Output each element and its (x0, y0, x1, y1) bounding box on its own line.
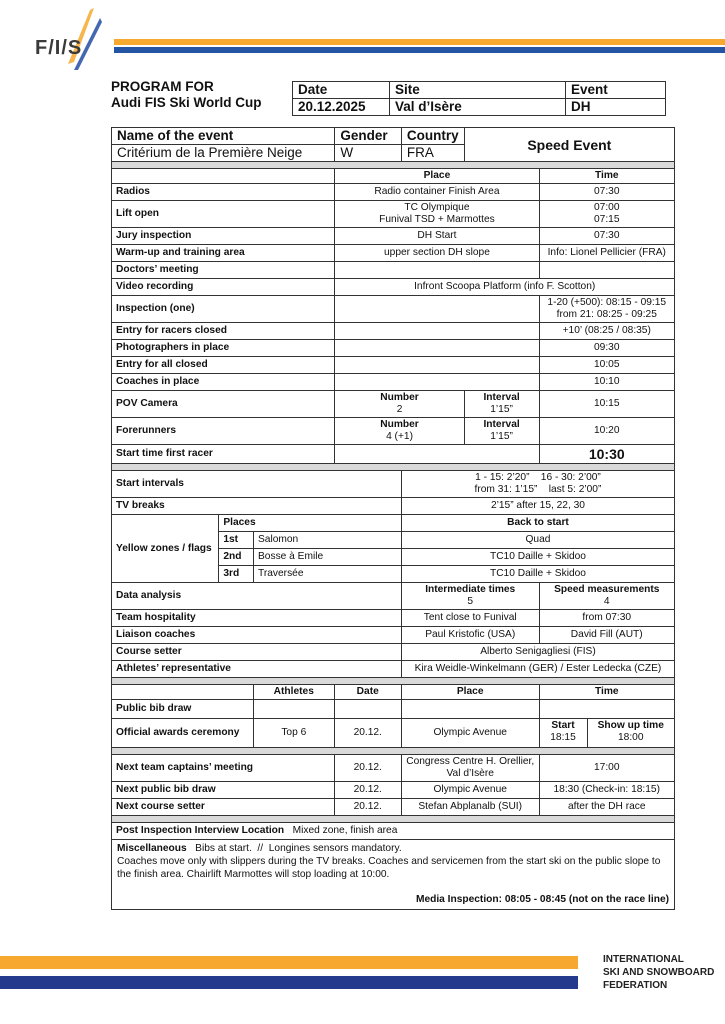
row-label-start-time: Start time first racer (112, 445, 335, 464)
event-type: Speed Event (464, 128, 674, 162)
interval-cell (464, 391, 539, 418)
time-header: Time (539, 685, 675, 700)
logo-text: F/I/S (35, 37, 83, 59)
showup-cell (588, 719, 675, 747)
start-cell (540, 719, 588, 747)
row-label-public-bib-draw: Public bib draw (112, 700, 254, 719)
misc-label: Miscellaneous (117, 843, 187, 854)
federation-line: SKI AND SNOWBOARD (603, 967, 715, 978)
row-label-forerunners: Forerunners (112, 418, 335, 445)
course-setter-value: Alberto Senigagliesi (FIS) (401, 644, 674, 661)
next-date: 20.12. (334, 799, 401, 816)
event-value: DH (566, 99, 666, 116)
gender-label: Gender (335, 128, 402, 145)
place-cell: upper section DH slope (335, 245, 539, 262)
time-header: Time (539, 169, 675, 184)
next-place: Stefan Abplanalb (SUI) (401, 799, 539, 816)
intermediate-value: 5 (467, 596, 474, 607)
row-label-doctors-meeting: Doctors’ meeting (112, 262, 335, 279)
row-label-radios: Radios (112, 184, 335, 201)
row-label-next-course-setter: Next course setter (112, 799, 335, 816)
place-cell (335, 340, 539, 357)
tv-breaks-value: 2’15” after 15, 22, 30 (401, 498, 674, 515)
place-cell: Infront Scoopa Platform (info F. Scotton) (335, 279, 675, 296)
footer-stripe-blue (0, 976, 578, 989)
gender-value: W (335, 145, 402, 162)
next-date: 20.12. (334, 755, 401, 782)
row-label-next-captains-meeting: Next team captains’ meeting (112, 755, 335, 782)
next-place: Olympic Avenue (401, 782, 539, 799)
yellow-rank: 2nd (219, 549, 254, 566)
row-label-entry-all-closed: Entry for all closed (112, 357, 335, 374)
place-cell (335, 323, 539, 340)
time-line: 1-20 (+500): 08:15 - 09:15 (547, 297, 667, 308)
row-label-inspection: Inspection (one) (112, 296, 335, 323)
hospitality-place: Tent close to Funival (401, 610, 539, 627)
place-line: Funival TSD + Marmottes (379, 214, 495, 225)
place-header: Place (401, 685, 539, 700)
speed-value: 4 (603, 596, 610, 607)
place-cell (335, 374, 539, 391)
showup-value: 18:00 (618, 732, 644, 743)
place-cell: DH Start (335, 228, 539, 245)
place-cell (335, 445, 539, 464)
row-label-pov-camera: POV Camera (112, 391, 335, 418)
time-cell (539, 296, 675, 323)
row-label-lift-open: Lift open (112, 201, 335, 228)
site-value: Val d’Isère (390, 99, 566, 116)
next-place (401, 755, 539, 782)
next-time: 18:30 (Check-in: 18:15) (539, 782, 675, 799)
interval-label: Interval (483, 392, 520, 403)
federation-line: FEDERATION (603, 980, 668, 991)
yellow-place: Salomon (254, 532, 402, 549)
time-line: 07:15 (594, 214, 620, 225)
title-line-1: PROGRAM FOR (111, 79, 214, 94)
event-name-label: Name of the event (112, 128, 335, 145)
time-cell: Info: Lionel Pellicier (FRA) (539, 245, 675, 262)
header-stripe-blue (114, 47, 725, 53)
time-cell: 10:20 (539, 418, 675, 445)
speed-cell (539, 583, 675, 610)
interval-cell (464, 418, 539, 445)
intermediate-label: Intermediate times (425, 584, 516, 595)
event-name-value: Critérium de la Première Neige (112, 145, 335, 162)
row-label-entry-racers-closed: Entry for racers closed (112, 323, 335, 340)
start-intervals-value (401, 471, 674, 498)
time-cell: +10’ (08:25 / 08:35) (539, 323, 675, 340)
yellow-place: Traversée (254, 566, 402, 583)
footer-stripe-orange (0, 956, 578, 969)
places-header: Places (219, 515, 402, 532)
program-table (111, 127, 675, 910)
row-label-liaison-coaches: Liaison coaches (112, 627, 402, 644)
intermediate-cell (401, 583, 539, 610)
start-time-value: 10:30 (539, 445, 675, 464)
place-cell (335, 262, 539, 279)
place-header: Place (335, 169, 539, 184)
place-cell (335, 201, 539, 228)
time-line: from 21: 08:25 - 09:25 (556, 309, 657, 320)
date-header: Date (334, 685, 401, 700)
row-label-video-recording: Video recording (112, 279, 335, 296)
event-label: Event (566, 82, 666, 99)
time-cell: 09:30 (539, 340, 675, 357)
row-label-awards-ceremony: Official awards ceremony (112, 719, 254, 748)
start-label: Start (551, 720, 575, 731)
yellow-rank: 1st (219, 532, 254, 549)
number-value: 2 (396, 404, 403, 415)
place-line: TC Olympique (404, 202, 470, 213)
misc-line-1: Bibs at start. // Longines sensors mandatory. (195, 843, 402, 854)
time-cell: 10:05 (539, 357, 675, 374)
date-label: Date (293, 82, 390, 99)
place-line: Congress Centre H. Orellier, (406, 756, 535, 767)
row-label-warm-up: Warm-up and training area (112, 245, 335, 262)
row-label-team-hospitality: Team hospitality (112, 610, 402, 627)
speed-label: Speed measurements (554, 584, 660, 595)
time-cell (539, 201, 675, 228)
title-line-2: Audi FIS Ski World Cup (111, 95, 262, 110)
interval-value: 1’15” (490, 404, 513, 415)
media-inspection: Media Inspection: 08:05 - 08:45 (not on the race line) (415, 894, 669, 905)
number-label: Number (380, 419, 419, 430)
next-date: 20.12. (334, 782, 401, 799)
place-line: Val d’Isère (446, 768, 494, 779)
awards-time-cell (539, 719, 675, 748)
miscellaneous-section (112, 840, 675, 910)
athletes-header: Athletes (254, 685, 335, 700)
interview-location-row (112, 823, 675, 840)
time-cell: 07:30 (539, 184, 675, 201)
row-label-tv-breaks: TV breaks (112, 498, 402, 515)
time-cell (539, 262, 675, 279)
back-to-start-header: Back to start (401, 515, 674, 532)
place-cell (335, 357, 539, 374)
interval-line: from 31: 1’15” last 5: 2’00” (474, 484, 602, 495)
awards-athletes: Top 6 (254, 719, 335, 748)
fis-logo (28, 8, 108, 68)
interval-line: 1 - 15: 2’20” 16 - 30: 2’00” (475, 472, 601, 483)
site-label: Site (390, 82, 566, 99)
start-value: 18:15 (550, 732, 576, 743)
liaison-coach-2: David Fill (AUT) (539, 627, 675, 644)
country-value: FRA (401, 145, 464, 162)
country-label: Country (401, 128, 464, 145)
yellow-back: TC10 Daille + Skidoo (401, 549, 674, 566)
interview-label: Post Inspection Interview Location (116, 825, 285, 836)
row-label-yellow-zones: Yellow zones / flags (112, 515, 219, 583)
next-time: 17:00 (539, 755, 675, 782)
row-label-data-analysis: Data analysis (112, 583, 402, 610)
interval-value: 1’15” (490, 431, 513, 442)
awards-place: Olympic Avenue (401, 719, 539, 748)
header-info-table (292, 81, 666, 116)
place-cell (335, 296, 539, 323)
hospitality-time: from 07:30 (539, 610, 675, 627)
interview-value: Mixed zone, finish area (292, 825, 398, 836)
time-cell: 10:15 (539, 391, 675, 418)
athletes-rep-value: Kira Weidle-Winkelmann (GER) / Ester Ledecka (CZE) (401, 661, 674, 678)
liaison-coach-1: Paul Kristofic (USA) (401, 627, 539, 644)
time-cell: 10:10 (539, 374, 675, 391)
next-time: after the DH race (539, 799, 675, 816)
time-line: 07:00 (594, 202, 620, 213)
yellow-place: Bosse à Emile (254, 549, 402, 566)
yellow-back: Quad (401, 532, 674, 549)
federation-name (603, 953, 714, 992)
awards-date: 20.12. (334, 719, 401, 748)
number-value: 4 (+1) (386, 431, 413, 442)
row-label-start-intervals: Start intervals (112, 471, 402, 498)
number-cell (335, 391, 464, 418)
number-label: Number (380, 392, 419, 403)
place-cell: Radio container Finish Area (335, 184, 539, 201)
federation-line: INTERNATIONAL (603, 954, 684, 965)
row-label-jury-inspection: Jury inspection (112, 228, 335, 245)
row-label-next-bib-draw: Next public bib draw (112, 782, 335, 799)
showup-label: Show up time (597, 720, 664, 731)
header-stripe-orange (114, 39, 725, 45)
row-label-photographers: Photographers in place (112, 340, 335, 357)
date-value: 20.12.2025 (293, 99, 390, 116)
yellow-rank: 3rd (219, 566, 254, 583)
row-label-athletes-rep: Athletes’ representative (112, 661, 402, 678)
interval-label: Interval (483, 419, 520, 430)
row-label-coaches-in-place: Coaches in place (112, 374, 335, 391)
number-cell (335, 418, 464, 445)
yellow-back: TC10 Daille + Skidoo (401, 566, 674, 583)
time-cell: 07:30 (539, 228, 675, 245)
program-title (111, 79, 262, 111)
misc-text: Coaches move only with slippers during the TV breaks. Coaches and servicemen from the start ski on the public slope to the finish area. Chairlift Marmottes will stop loading at 10:00. (117, 856, 661, 880)
row-label-course-setter: Course setter (112, 644, 402, 661)
